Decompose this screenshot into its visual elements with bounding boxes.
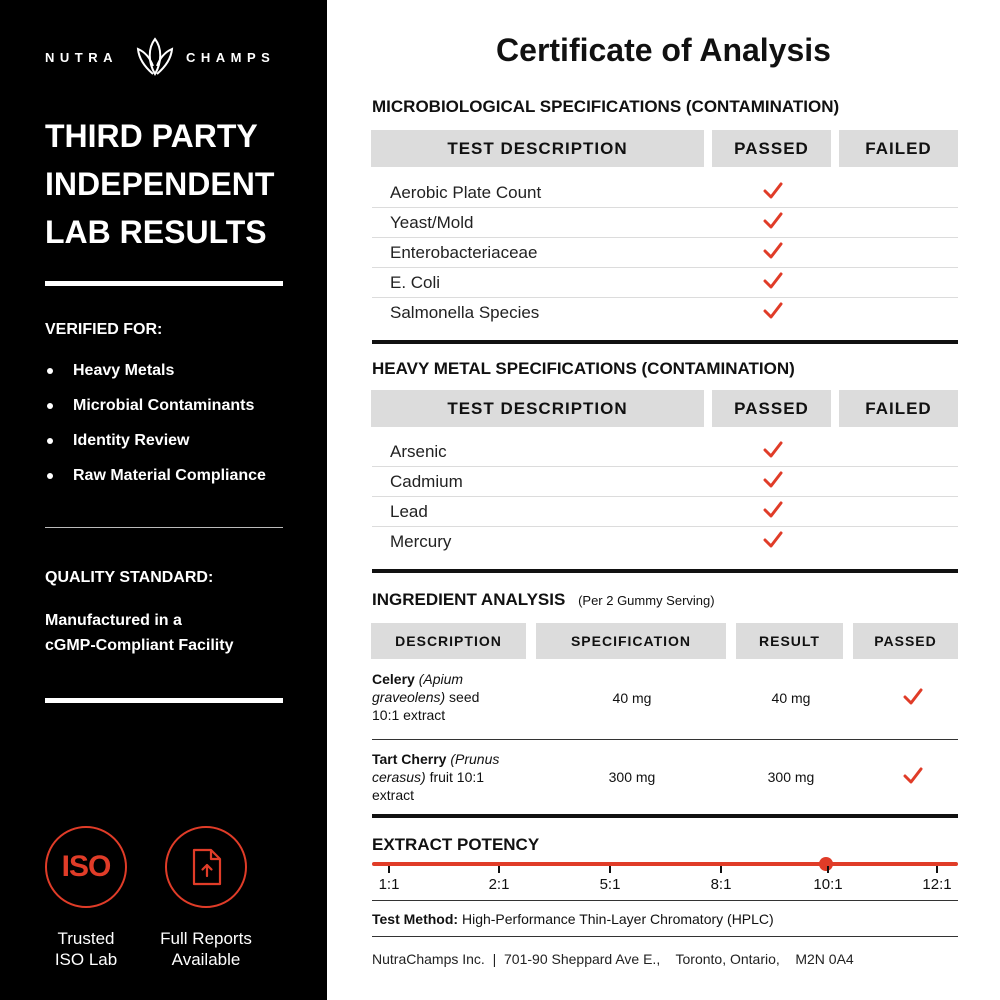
divider xyxy=(45,527,283,528)
table-row xyxy=(372,298,958,328)
table-row xyxy=(372,268,958,298)
scale-label: 2:1 xyxy=(488,876,510,893)
brand-word-right: CHAMPS xyxy=(186,50,276,65)
test-name: E. Coli xyxy=(390,273,441,292)
table-row xyxy=(372,238,958,268)
iso-icon: ISO xyxy=(61,850,111,883)
quality-label: QUALITY STANDARD: xyxy=(45,569,214,586)
test-name: Cadmium xyxy=(390,472,463,491)
report-badge xyxy=(165,826,247,908)
lotus-icon xyxy=(133,36,177,78)
potency-marker xyxy=(819,857,833,871)
test-name: Enterobacteriaceae xyxy=(390,243,538,262)
table-row xyxy=(372,208,958,238)
ingredient-description: Tart Cherry (Prunus cerasus) fruit 10:1 extract xyxy=(372,751,500,803)
sidebar-headline: THIRD PARTY INDEPENDENT LAB RESULTS xyxy=(45,118,275,250)
check-icon xyxy=(763,302,783,320)
list-item: Raw Material Compliance xyxy=(45,466,266,501)
metals-header-test: TEST DESCRIPTION xyxy=(371,390,704,427)
brand-logo xyxy=(45,36,285,80)
verified-list xyxy=(45,361,266,501)
table-row xyxy=(372,527,958,557)
ingredients-header-specification: SPECIFICATION xyxy=(536,623,726,659)
test-name: Lead xyxy=(390,502,428,521)
scale-tick xyxy=(720,866,722,873)
scale-label: 5:1 xyxy=(599,876,621,893)
divider xyxy=(45,281,283,286)
check-icon xyxy=(763,441,783,459)
scale-label: 10:1 xyxy=(813,876,843,893)
ingredients-subheading: (Per 2 Gummy Serving) xyxy=(578,593,715,608)
check-icon xyxy=(763,501,783,519)
scale-label: 12:1 xyxy=(922,876,952,893)
potency-scale-track xyxy=(372,862,958,866)
list-item: Microbial Contaminants xyxy=(45,396,266,431)
list-item: Identity Review xyxy=(45,431,266,466)
table-row xyxy=(372,437,958,467)
ingredients-header-description: DESCRIPTION xyxy=(371,623,526,659)
ingredients-heading: INGREDIENT ANALYSIS (Per 2 Gummy Serving) xyxy=(372,590,715,609)
table-row xyxy=(372,497,958,527)
scale-label: 8:1 xyxy=(710,876,732,893)
iso-caption: Trusted ISO Lab xyxy=(54,929,118,969)
report-file-icon xyxy=(192,848,222,886)
verified-label: VERIFIED FOR: xyxy=(45,321,163,338)
check-icon xyxy=(763,531,783,549)
micro-header-failed: FAILED xyxy=(839,130,958,167)
divider xyxy=(372,936,958,937)
ingredient-spec: 40 mg xyxy=(612,690,652,706)
certificate xyxy=(327,0,1000,1000)
scale-tick xyxy=(936,866,938,873)
check-icon xyxy=(903,767,923,785)
iso-badge xyxy=(45,826,127,908)
report-caption: Full Reports Available xyxy=(160,929,252,969)
test-name: Arsenic xyxy=(390,442,447,461)
ingredient-description: Celery (Apium graveolens) seed 10:1 extract xyxy=(372,671,480,723)
test-method: Test Method: High-Performance Thin-Layer Chromatory (HPLC) xyxy=(372,911,774,927)
test-name: Mercury xyxy=(390,532,452,551)
scale-tick xyxy=(609,866,611,873)
micro-header-test: TEST DESCRIPTION xyxy=(371,130,704,167)
test-name: Salmonella Species xyxy=(390,303,540,322)
metals-header-failed: FAILED xyxy=(839,390,958,427)
scale-tick xyxy=(388,866,390,873)
check-icon xyxy=(763,471,783,489)
quality-text: Manufactured in a cGMP-Compliant Facility xyxy=(45,612,234,654)
test-name: Yeast/Mold xyxy=(390,213,474,232)
section-divider xyxy=(372,814,958,818)
section-divider xyxy=(372,340,958,344)
table-row xyxy=(372,467,958,497)
ingredient-result: 300 mg xyxy=(767,769,815,785)
section-divider xyxy=(372,569,958,573)
brand-word-left: NUTRA xyxy=(45,50,118,65)
check-icon xyxy=(763,212,783,230)
ingredient-spec: 300 mg xyxy=(608,769,656,785)
potency-heading: EXTRACT POTENCY xyxy=(372,835,540,854)
check-icon xyxy=(903,688,923,706)
check-icon xyxy=(763,242,783,260)
company-address: NutraChamps Inc. | 701-90 Sheppard Ave E., Toronto, Ontario, M2N 0A4 xyxy=(372,951,854,967)
micro-heading: MICROBIOLOGICAL SPECIFICATIONS (CONTAMINATION) xyxy=(372,97,840,116)
ingredient-row xyxy=(372,670,958,740)
ingredient-row xyxy=(372,750,958,812)
ingredient-result: 40 mg xyxy=(771,690,811,706)
list-item: Heavy Metals xyxy=(45,361,266,396)
ingredients-header-passed: PASSED xyxy=(853,623,958,659)
sidebar xyxy=(0,0,327,1000)
scale-tick xyxy=(827,866,829,873)
scale-label: 1:1 xyxy=(378,876,400,893)
scale-tick xyxy=(498,866,500,873)
ingredients-header-result: RESULT xyxy=(736,623,843,659)
metals-heading: HEAVY METAL SPECIFICATIONS (CONTAMINATION) xyxy=(372,359,795,378)
divider xyxy=(45,698,283,703)
metals-header-passed: PASSED xyxy=(712,390,831,427)
page-title: Certificate of Analysis xyxy=(496,32,831,68)
check-icon xyxy=(763,182,783,200)
test-name: Aerobic Plate Count xyxy=(390,183,542,202)
micro-header-passed: PASSED xyxy=(712,130,831,167)
divider xyxy=(372,900,958,901)
check-icon xyxy=(763,272,783,290)
table-row xyxy=(372,178,958,208)
